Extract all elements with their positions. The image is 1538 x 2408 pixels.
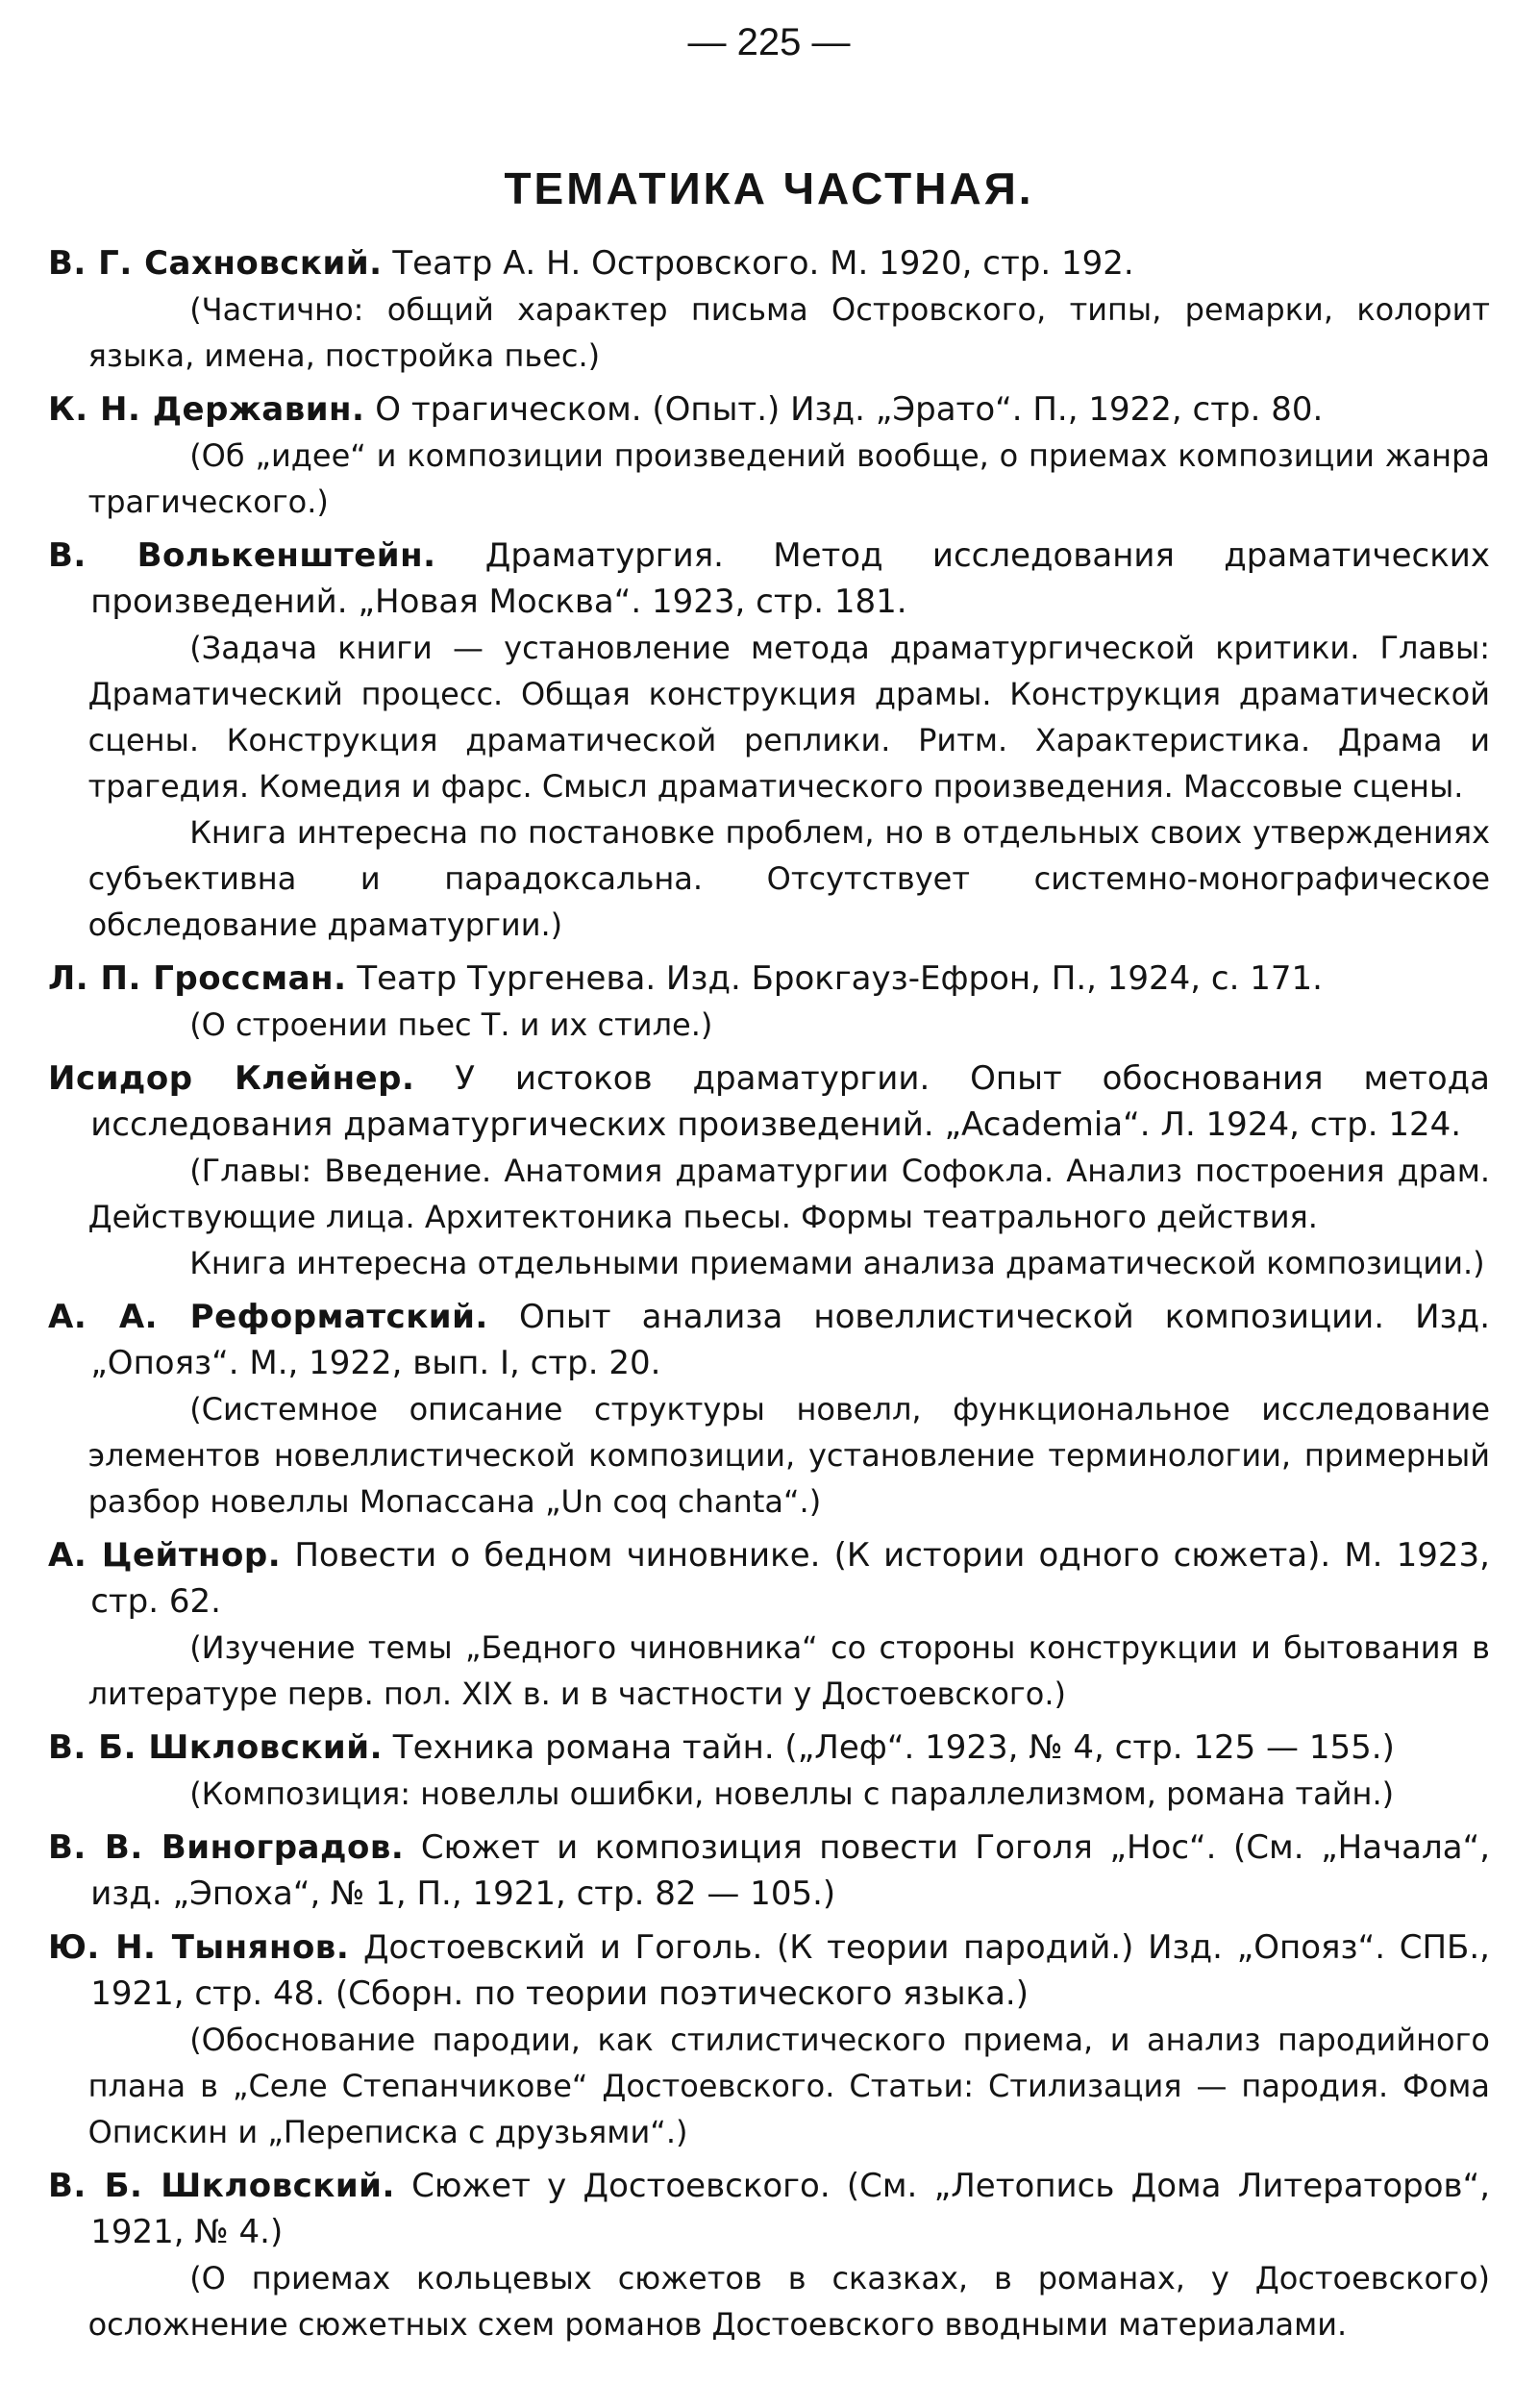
entry-heading [48,2163,1490,2255]
bibliography-entry [48,2163,1490,2347]
bibliography-entry [48,956,1490,1048]
bibliography-entry [48,1532,1490,1717]
entry-annotation: (Задача книги — установление метода драматургической критики. Главы: Драматический процесс. Общая конструкция драмы. Конструкция драматической сцены. Конструкция драматической реплики. Ритм. Характеристика. Драма и трагедия. Комедия и фарс. Смысл драматического произведения. Массовые сцены. [87,630,1490,805]
bibliography-entry [48,240,1490,379]
entry-citation: Сюжет у Достоевского. (См. „Летопись Дома Литераторов“, 1921, № 4.) [90,2167,1491,2251]
entry-citation: Опыт анализа новеллистической композиции. Изд. „Опояз“. М., 1922, вып. I, стр. 20. [90,1298,1491,1382]
entry-author: Ю. Н. Тынянов. [48,1928,350,1967]
entry-author: В. Б. Шкловский. [48,1728,383,1767]
entry-citation: Драматургия. Метод исследования драматических произведений. „Новая Москва“. 1923, стр. 181. [90,536,1490,621]
entry-author: В. Волькенштейн. [48,536,436,575]
entry-heading [48,1532,1490,1625]
entry-author: Л. П. Гроссман. [48,959,347,998]
entry-heading [48,240,1490,286]
entry-citation: Сюжет и композиция повести Гоголя „Нос“. (См. „Начала“, изд. „Эпоха“, № 1, П., 1921, стр. 82 — 105.) [90,1828,1490,1913]
entry-citation: Повести о бедном чиновнике. (К истории одного сюжета). М. 1923, стр. 62. [90,1536,1490,1621]
bibliography-list [48,240,1490,2347]
page-number: — 225 — [687,21,851,63]
entry-annotation: (Системное описание структуры новелл, функциональное исследование элементов новеллистической композиции, установление терминологии, примерный разбор новеллы Мопассана „Un coq chanta“.) [87,1391,1490,1520]
entry-citation: Театр А. Н. Островского. М. 1920, стр. 192. [392,244,1134,283]
entry-heading [48,1825,1490,1917]
entry-annotation: (О приемах кольцевых сюжетов в сказках, в романах, у Достоевского) осложнение сюжетных схем романов Достоевского вводными материалами. [87,2260,1490,2343]
entry-author: В. В. Виноградов. [48,1828,405,1867]
entry-annotation: Книга интересна отдельными приемами анализа драматической композиции.) [189,1245,1485,1281]
entry-annotation: (Обоснование пародии, как стилистического приема, и анализ пародийного плана в „Селе Степанчикове“ Достоевского. Статьи: Стилизация — пародия. Фома Опискин и „Переписка с друзьями“.) [87,2022,1490,2150]
bibliography-entry [48,1725,1490,1817]
bibliography-entry [48,1055,1490,1286]
entry-author: Исидор Клейнер. [48,1059,415,1098]
entry-citation: О трагическом. (Опыт.) Изд. „Эрато“. П., 1922, стр. 80. [375,390,1324,429]
entry-heading [48,1924,1490,2017]
entry-heading [48,956,1490,1002]
bibliography-entry [48,386,1490,525]
entry-citation: Техника романа тайн. („Леф“. 1923, № 4, стр. 125 — 155.) [392,1728,1395,1767]
entry-annotation: (Главы: Введение. Анатомия драматургии Софокла. Анализ построения драм. Действующие лица. Архитектоника пьесы. Формы театрального действия. [87,1153,1490,1235]
bibliography-entry [48,1825,1490,1917]
entry-annotation: Книга интересна по постановке проблем, но в отдельных своих утверждениях субъективна и парадоксальна. Отсутствует системно-монографическое обследование драматургии.) [87,814,1490,943]
bibliography-entry [48,1294,1490,1525]
section-title: ТЕМАТИКА ЧАСТНАЯ. [504,163,1034,213]
entry-heading [48,1294,1490,1386]
entry-heading [48,533,1490,625]
bibliography-entry [48,533,1490,948]
entry-citation: У истоков драматургии. Опыт обоснования метода исследования драматургических произведений. „Academia“. Л. 1924, стр. 124. [90,1059,1490,1144]
entry-annotation: (Частично: общий характер письма Островского, типы, ремарки, колорит языка, имена, постройка пьес.) [87,291,1490,374]
bibliography-entry [48,1924,1490,2155]
entry-annotation: (Об „идее“ и композиции произведений вообще, о приемах композиции жанра трагического.) [87,437,1490,520]
entry-author: А. А. Реформатский. [48,1298,488,1336]
entry-annotation: (Изучение темы „Бедного чиновника“ со стороны конструкции и бытования в литературе перв. пол. XIX в. и в частности у Достоевского.) [87,1629,1490,1712]
entry-heading [48,1055,1490,1148]
entry-author: К. Н. Державин. [48,390,365,429]
entry-citation: Достоевский и Гоголь. (К теории пародий.) Изд. „Опояз“. СПБ., 1921, стр. 48. (Сборн. по теории поэтического языка.) [90,1928,1490,2013]
entry-author: А. Цейтнор. [48,1536,282,1575]
entry-heading [48,1725,1490,1771]
entry-heading [48,386,1490,433]
entry-author: В. Б. Шкловский. [48,2167,395,2205]
entry-annotation: (Композиция: новеллы ошибки, новеллы с параллелизмом, романа тайн.) [189,1775,1395,1812]
entry-annotation: (О строении пьес Т. и их стиле.) [189,1006,713,1043]
entry-citation: Театр Тургенева. Изд. Брокгауз-Ефрон, П., 1924, с. 171. [357,959,1323,998]
entry-author: В. Г. Сахновский. [48,244,383,283]
